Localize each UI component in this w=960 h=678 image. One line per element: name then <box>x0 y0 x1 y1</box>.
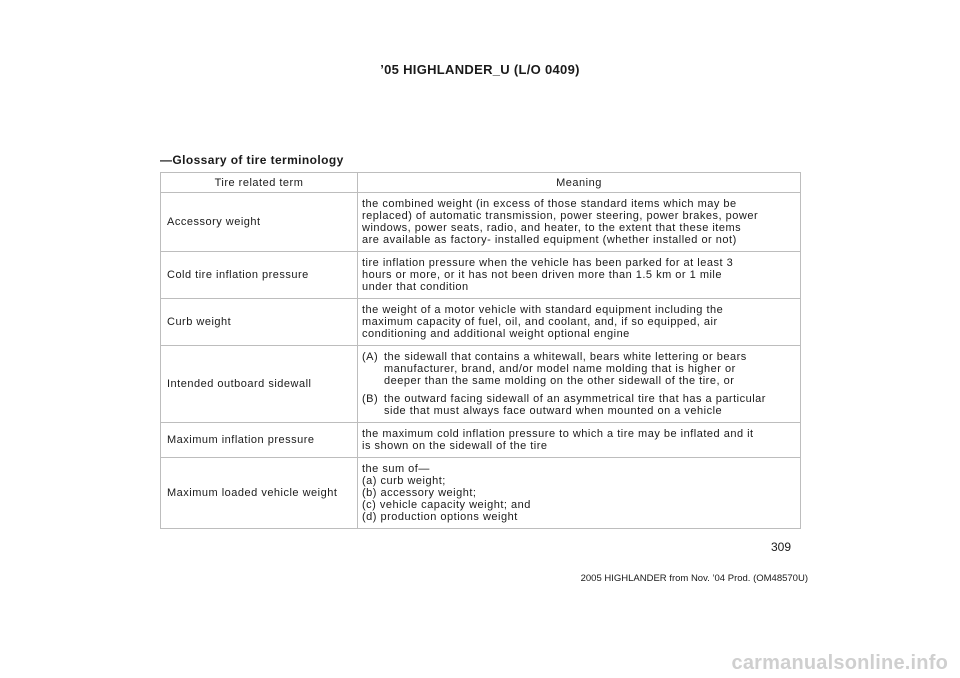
subitem-label: (B) <box>362 393 379 405</box>
glossary-table <box>160 172 801 529</box>
table-row <box>161 458 801 529</box>
meaning-line: tire inflation pressure when the vehicle has been parked for at least 3 <box>362 257 734 269</box>
meaning-line: deeper than the same molding on the other sidewall of the tire, or <box>384 375 735 387</box>
meaning-line: (d) production options weight <box>362 511 518 523</box>
term-cell: Curb weight <box>161 299 358 346</box>
meaning-line: conditioning and additional weight optional engine <box>362 328 630 340</box>
meaning-line: the combined weight (in excess of those standard items which may be <box>362 198 737 210</box>
meaning-line: replaced) of automatic transmission, power steering, power brakes, power <box>362 210 759 222</box>
meaning-line: the sidewall that contains a whitewall, bears white lettering or bears <box>384 351 747 363</box>
meaning-line: windows, power seats, radio, and heater, to the extent that these items <box>362 222 742 234</box>
term-cell: Accessory weight <box>161 193 358 252</box>
meaning-cell <box>358 299 801 346</box>
meaning-cell <box>358 193 801 252</box>
watermark: carmanualsonline.info <box>731 652 948 674</box>
table-header-row <box>161 173 801 193</box>
section-title: —Glossary of tire terminology <box>160 153 344 167</box>
meaning-line: (a) curb weight; <box>362 475 446 487</box>
meaning-line: the outward facing sidewall of an asymmetrical tire that has a particular <box>384 393 766 405</box>
meaning-line: are available as factory- installed equipment (whether installed or not) <box>362 234 737 246</box>
table-row <box>161 423 801 458</box>
term-cell: Maximum inflation pressure <box>161 423 358 458</box>
column-header-term: Tire related term <box>161 173 358 193</box>
subitem-label: (A) <box>362 351 379 363</box>
table-row <box>161 193 801 252</box>
meaning-line: the sum of— <box>362 463 430 475</box>
meaning-line: (c) vehicle capacity weight; and <box>362 499 531 511</box>
table-row <box>161 299 801 346</box>
term-cell: Maximum loaded vehicle weight <box>161 458 358 529</box>
column-header-meaning: Meaning <box>358 173 801 193</box>
term-cell: Cold tire inflation pressure <box>161 252 358 299</box>
meaning-cell <box>358 423 801 458</box>
meaning-line: is shown on the sidewall of the tire <box>362 440 548 452</box>
page-footer: 2005 HIGHLANDER from Nov. ’04 Prod. (OM48570U) <box>580 573 808 584</box>
meaning-line: hours or more, or it has not been driven more than 1.5 km or 1 mile <box>362 269 722 281</box>
meaning-line: side that must always face outward when mounted on a vehicle <box>384 405 723 417</box>
meaning-line: under that condition <box>362 281 469 293</box>
page-number: 309 <box>771 540 792 554</box>
meaning-line: manufacturer, brand, and/or model name molding that is higher or <box>384 363 736 375</box>
meaning-line: maximum capacity of fuel, oil, and coolant, and, if so equipped, air <box>362 316 718 328</box>
meaning-subitem <box>362 393 796 417</box>
meaning-cell <box>358 252 801 299</box>
meaning-cell <box>358 346 801 423</box>
term-cell: Intended outboard sidewall <box>161 346 358 423</box>
meaning-line: the weight of a motor vehicle with standard equipment including the <box>362 304 724 316</box>
meaning-line: the maximum cold inflation pressure to which a tire may be inflated and it <box>362 428 754 440</box>
meaning-cell <box>358 458 801 529</box>
meaning-line: (b) accessory weight; <box>362 487 477 499</box>
meaning-subitem <box>362 351 796 387</box>
page-header: ’05 HIGHLANDER_U (L/O 0409) <box>380 62 580 77</box>
table-row <box>161 252 801 299</box>
table-row <box>161 346 801 423</box>
